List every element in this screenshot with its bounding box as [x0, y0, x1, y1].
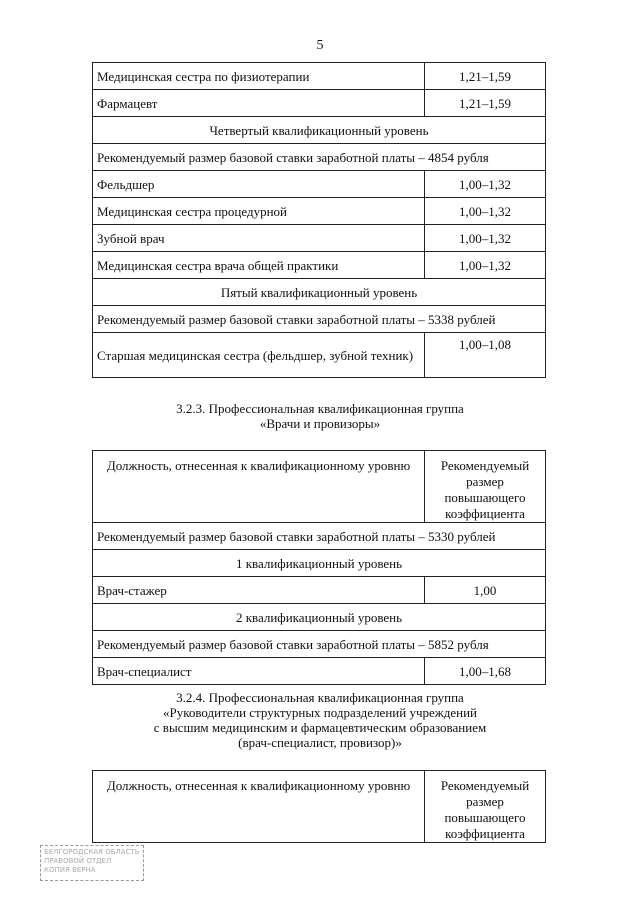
table-professional-group-nursing	[92, 62, 546, 378]
table-row	[93, 144, 546, 171]
coefficient-value: 1,00	[425, 577, 546, 604]
table-row	[93, 577, 546, 604]
section-heading-line: с высшим медицинским и фармацевтическим образованием	[153, 720, 487, 735]
section-heading-line: 3.2.4. Профессиональная квалификационная группа	[176, 690, 464, 705]
position-name: Фельдшер	[93, 171, 425, 198]
section-heading-line: 3.2.3. Профессиональная квалификационная группа	[176, 401, 464, 416]
table-row	[93, 306, 546, 333]
copy-stamp	[40, 845, 144, 881]
table-row	[93, 550, 546, 577]
table-row	[93, 117, 546, 144]
qualification-level: Четвертый квалификационный уровень	[93, 117, 546, 144]
table-row	[93, 333, 546, 378]
position-name: Зубной врач	[93, 225, 425, 252]
base-rate: Рекомендуемый размер базовой ставки заработной платы – 4854 рубля	[93, 144, 546, 171]
page-number: 5	[316, 38, 324, 53]
table-row	[93, 658, 546, 685]
position-name: Фармацевт	[93, 90, 425, 117]
header-coefficient: Рекомендуемый размер повышающего коэффициента	[425, 451, 546, 523]
stamp-line: КОПИЯ ВЕРНА	[44, 866, 96, 874]
table-doctors-and-pharmacists	[92, 450, 546, 685]
coefficient-value: 1,00–1,32	[425, 225, 546, 252]
position-name: Медицинская сестра по физиотерапии	[93, 63, 425, 90]
position-name: Старшая медицинская сестра (фельдшер, зубной техник)	[93, 333, 425, 378]
stamp-line: БЕЛГОРОДСКАЯ ОБЛАСТЬ	[44, 848, 140, 856]
table-row	[93, 279, 546, 306]
section-heading-line: (врач-специалист, провизор)»	[238, 735, 402, 750]
section-3-2-3-title	[0, 401, 640, 431]
coefficient-value: 1,21–1,59	[425, 63, 546, 90]
base-rate: Рекомендуемый размер базовой ставки заработной платы – 5338 рублей	[93, 306, 546, 333]
table-row	[93, 171, 546, 198]
coefficient-value: 1,00–1,32	[425, 252, 546, 279]
table-row	[93, 604, 546, 631]
coefficient-value: 1,00–1,08	[425, 333, 546, 378]
table-row	[93, 198, 546, 225]
coefficient-value: 1,00–1,32	[425, 198, 546, 225]
table-row	[93, 631, 546, 658]
base-rate: Рекомендуемый размер базовой ставки заработной платы – 5852 рубля	[93, 631, 546, 658]
position-name: Медицинская сестра процедурной	[93, 198, 425, 225]
position-name: Врач-специалист	[93, 658, 425, 685]
qualification-level: Пятый квалификационный уровень	[93, 279, 546, 306]
stamp-line: ПРАВОВОЙ ОТДЕЛ	[44, 857, 112, 865]
coefficient-value: 1,21–1,59	[425, 90, 546, 117]
table-heads-of-departments	[92, 770, 546, 843]
base-rate: Рекомендуемый размер базовой ставки заработной платы – 5330 рублей	[93, 523, 546, 550]
section-3-2-4-title	[0, 690, 640, 750]
section-heading-line: «Врачи и провизоры»	[259, 416, 381, 431]
qualification-level: 2 квалификационный уровень	[93, 604, 546, 631]
table-row	[93, 225, 546, 252]
table-row	[93, 523, 546, 550]
table-row	[93, 90, 546, 117]
coefficient-value: 1,00–1,68	[425, 658, 546, 685]
table-row	[93, 63, 546, 90]
coefficient-value: 1,00–1,32	[425, 171, 546, 198]
position-name: Медицинская сестра врача общей практики	[93, 252, 425, 279]
header-coefficient: Рекомендуемый размер повышающего коэффициента	[425, 771, 546, 843]
position-name: Врач-стажер	[93, 577, 425, 604]
header-position: Должность, отнесенная к квалификационному уровню	[93, 771, 425, 843]
section-heading-line: «Руководители структурных подразделений учреждений	[163, 705, 477, 720]
table-row	[93, 252, 546, 279]
header-position: Должность, отнесенная к квалификационному уровню	[93, 451, 425, 523]
qualification-level: 1 квалификационный уровень	[93, 550, 546, 577]
